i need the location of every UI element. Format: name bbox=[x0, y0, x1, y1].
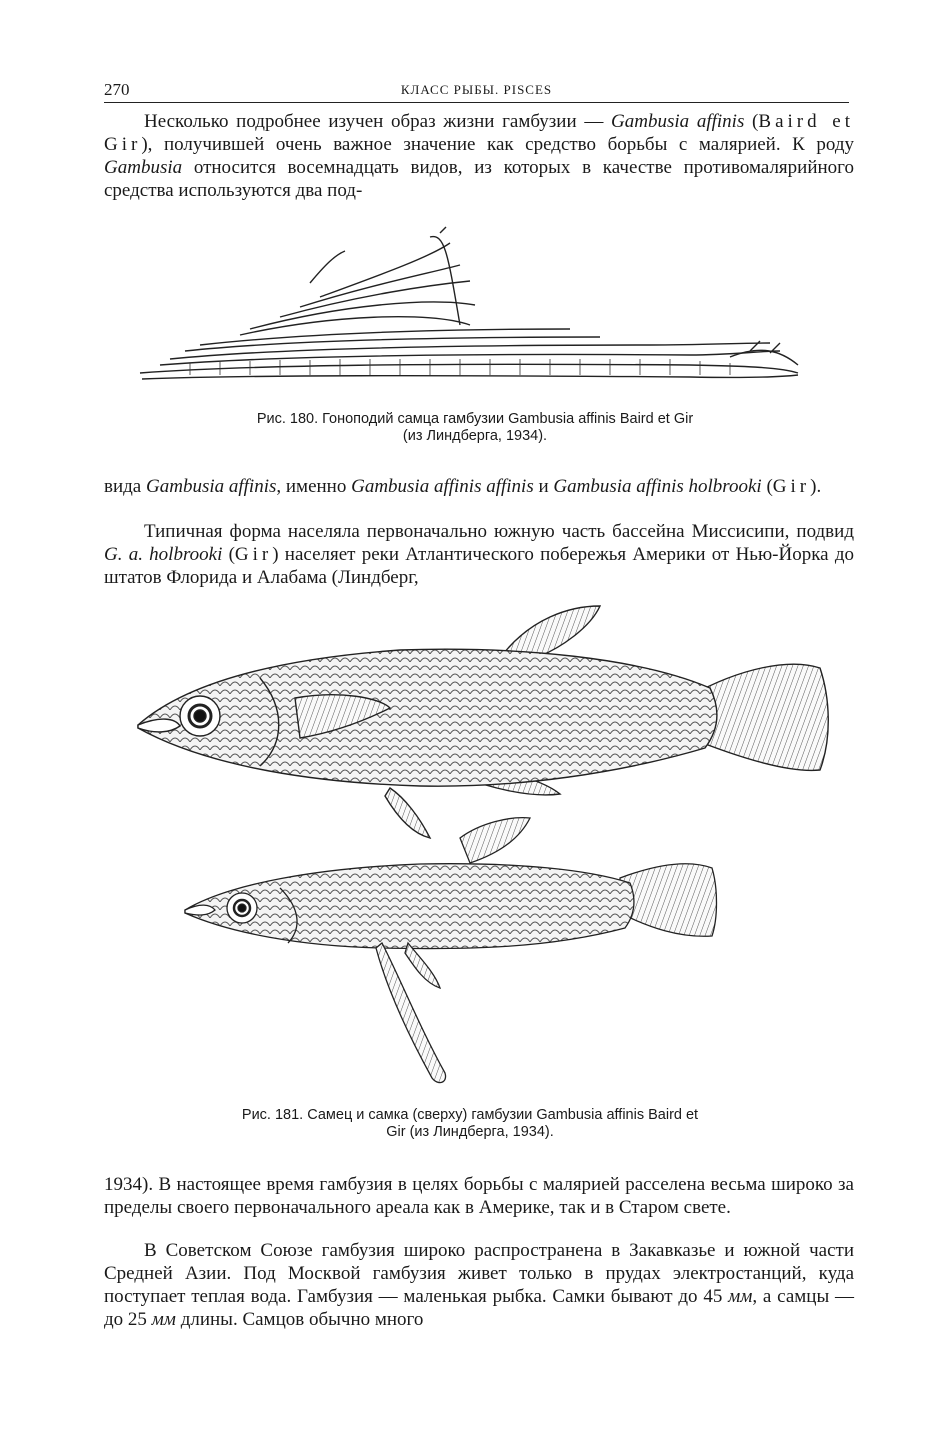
male-fish bbox=[185, 818, 717, 1083]
female-fish bbox=[138, 606, 828, 838]
running-title: КЛАСС РЫБЫ. PISCES bbox=[400, 82, 553, 97]
gonopodium-figure bbox=[130, 225, 810, 395]
figure-181-caption: Рис. 181. Самец и самка (сверху) гамбузии Gambusia affinis Baird et Gir (из Линдберга, 1934). bbox=[241, 1107, 699, 1140]
fish-figure bbox=[120, 598, 840, 1098]
figure-180-caption: Рис. 180. Гоноподий самца гамбузии Gambusia affinis Baird et Gir (из Линдберга, 1934). bbox=[256, 411, 694, 444]
species-name: Gambusia affinis bbox=[611, 111, 745, 132]
page-header bbox=[104, 76, 849, 103]
paragraph-1: Несколько подробнее изучен образ жизни гамбузии — Gambusia affinis (Baird et Gir), получившей очень важное значение как средство борьбы с малярией. К роду Gambusia относится восемнадцать видов, из которых в качестве противомалярийного средства используются два под- bbox=[104, 111, 855, 201]
author-name: Baird et Gir bbox=[104, 111, 855, 155]
paragraph-5: В Советском Союзе гамбузия широко распространена в Закавказье и южной части Средней Азии. Под Москвой гамбузия живет только в прудах электростанций, куда поступает теплая вода. Гамбузия — маленькая рыбка. Самки бывают до 45 мм, а самцы — до 25 мм длины. Самцов обычно много bbox=[104, 1240, 854, 1330]
paragraph-2: вида Gambusia affinis, именно Gambusia affinis affinis и Gambusia affinis holbrooki (Gir). bbox=[104, 476, 822, 497]
paragraph-3: Типичная форма населяла первоначально южную часть бассейна Миссисипи, подвид G. a. holbrooki (Gir) населяет реки Атлантического побережья Америки от Нью-Йорка до штатов Флорида и Алабама (Линдберг, bbox=[104, 521, 854, 588]
paragraph-4: 1934). В настоящее время гамбузия в целях борьбы с малярией расселена весьма широко за пределы своего первоначального ареала как в Америке, так и в Старом свете. bbox=[104, 1174, 854, 1218]
page-number: 270 bbox=[104, 80, 130, 99]
genus-name: Gambusia bbox=[104, 157, 183, 178]
